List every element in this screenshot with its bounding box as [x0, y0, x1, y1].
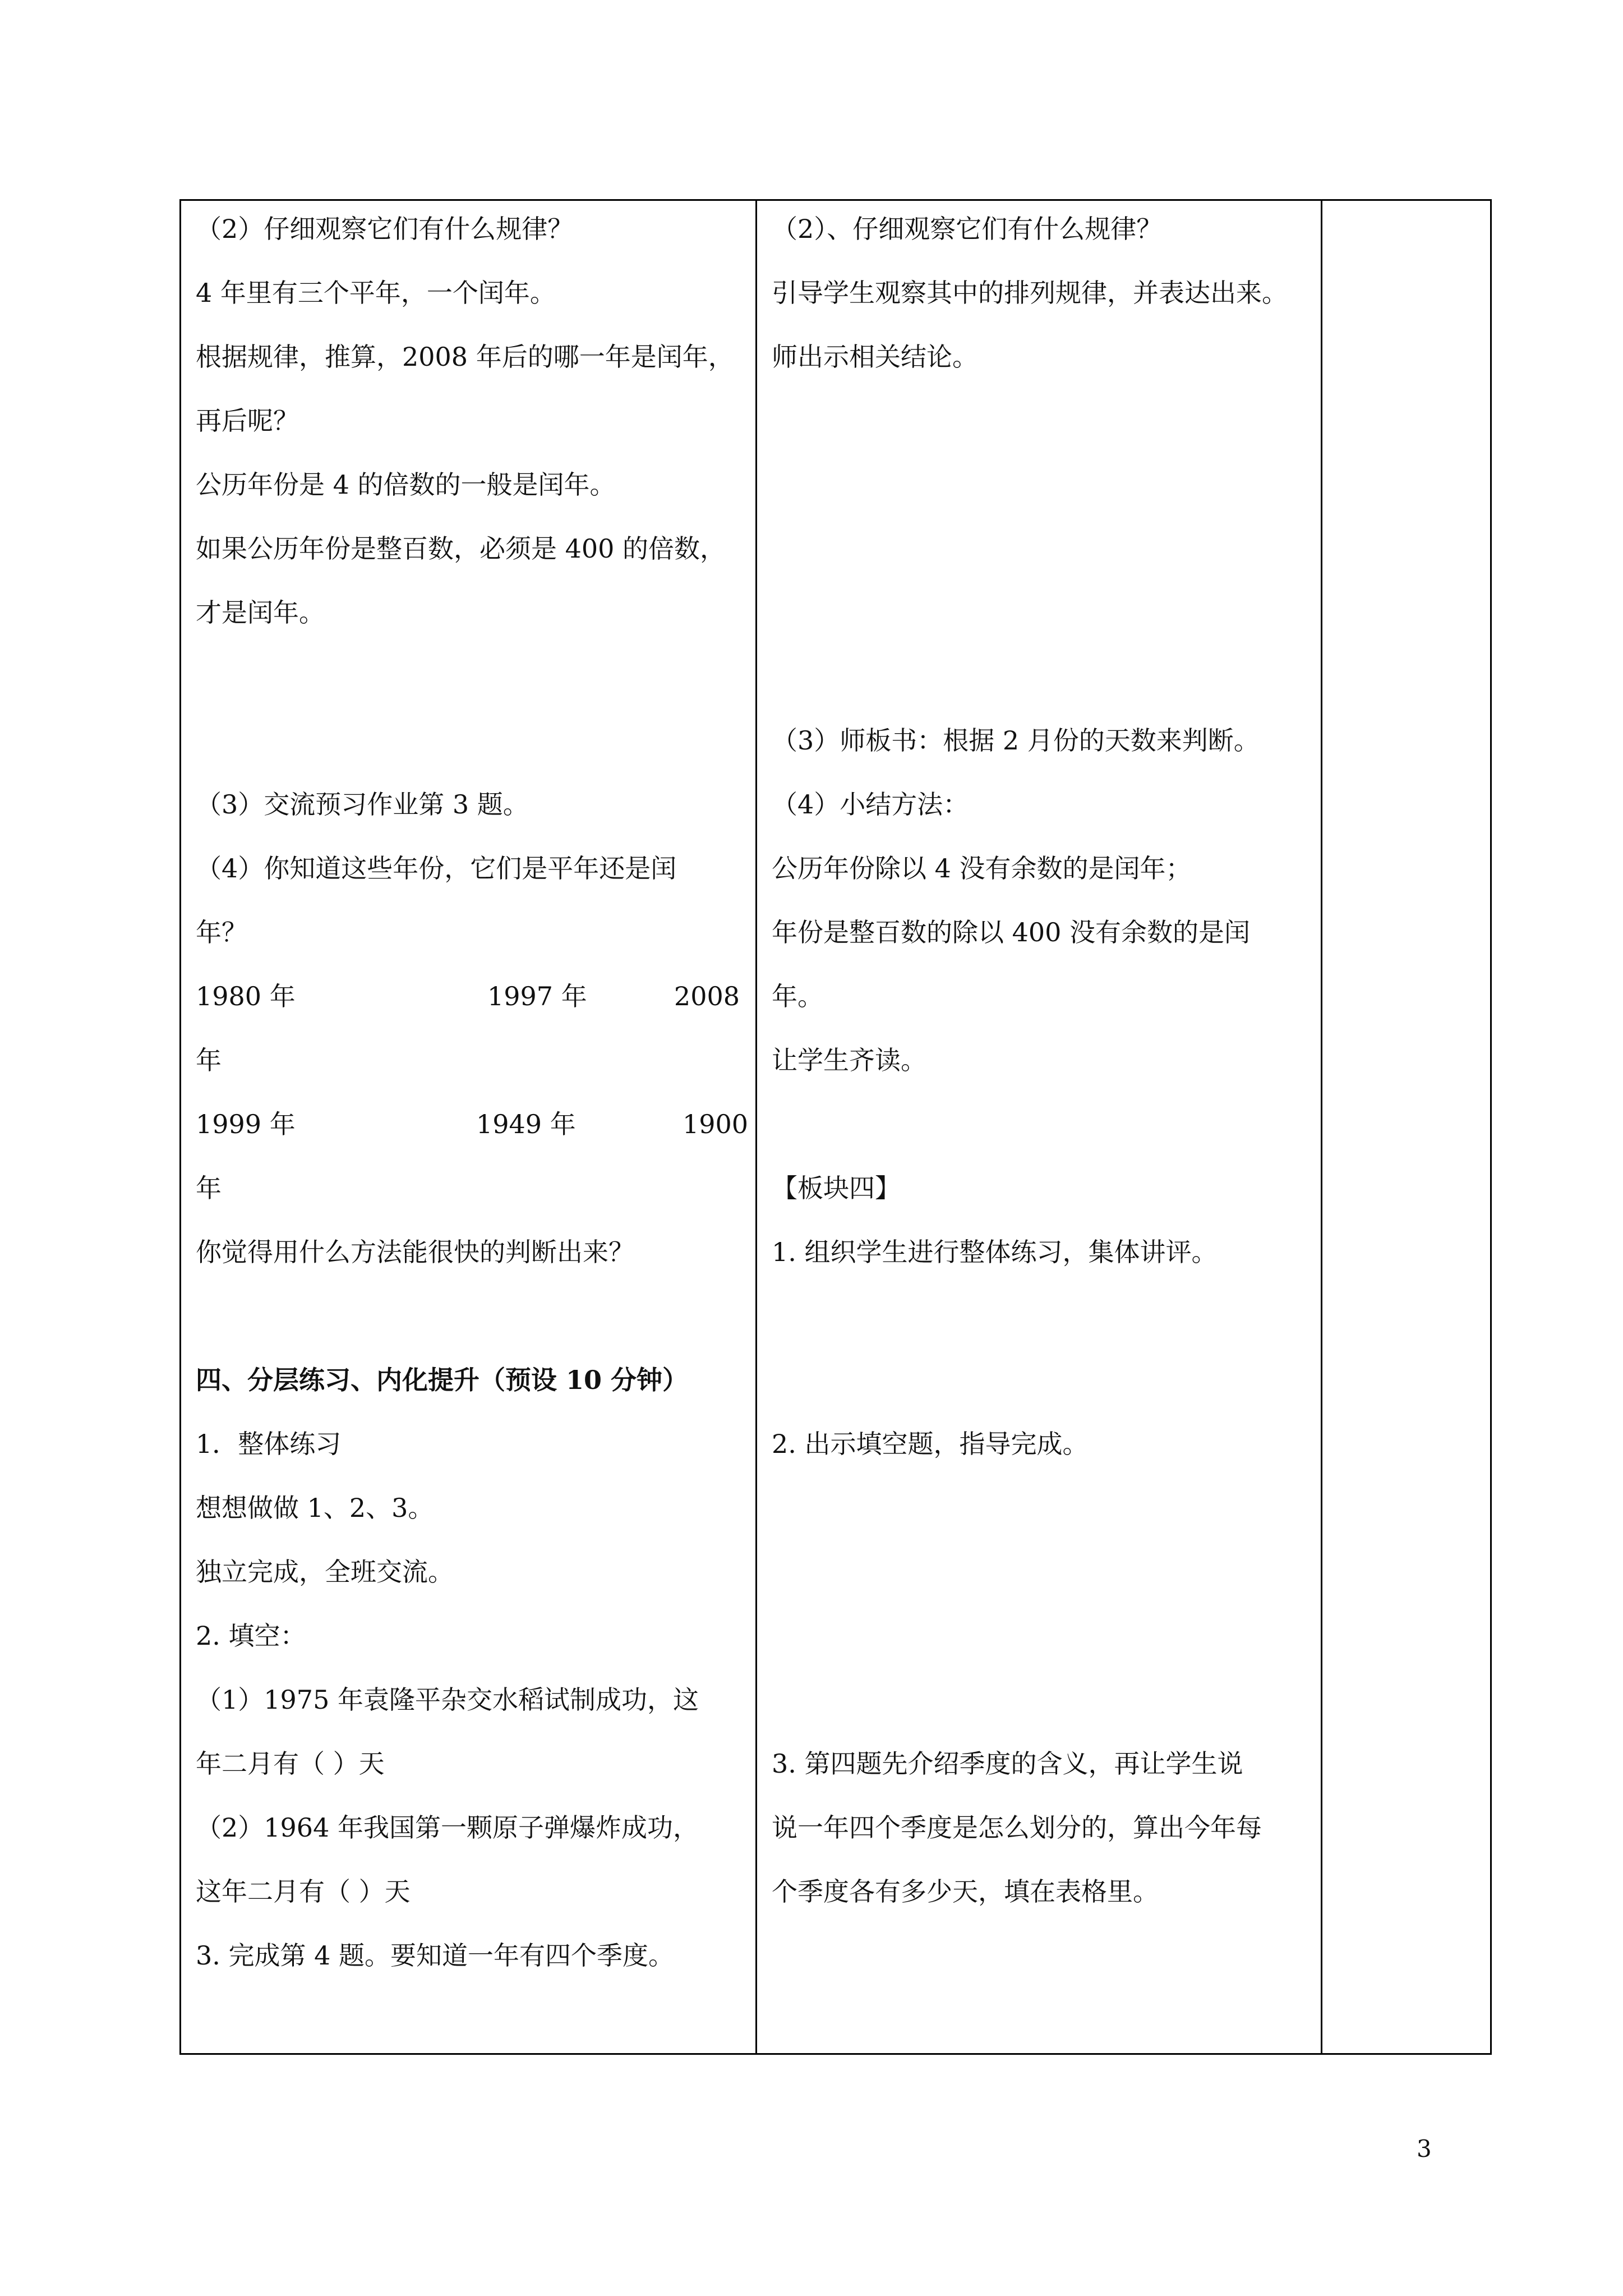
text-line: 如果公历年份是整百数，必须是 400 的倍数， — [196, 533, 726, 564]
section-label: 【板块四】 — [772, 1173, 901, 1203]
text-line: 年。 — [772, 981, 823, 1011]
student-activity-column — [181, 201, 755, 2053]
text-line: 再后呢？ — [196, 406, 299, 436]
text-line: （2）仔细观察它们有什么规律？ — [196, 214, 574, 244]
text-line: （4）小结方法： — [772, 789, 969, 820]
year-value: 1900 — [683, 1109, 749, 1139]
practice-line: 年二月有（ ）天 — [196, 1749, 385, 1779]
text-line: （3）交流预习作业第 3 题。 — [196, 789, 529, 820]
text-line: 让学生齐读。 — [772, 1045, 926, 1075]
question-line: 你觉得用什么方法能很快的判断出来？ — [196, 1237, 634, 1267]
text-line: 公历年份除以 4 没有余数的是闰年； — [772, 853, 1192, 884]
year-value: 1980 年 — [196, 981, 296, 1011]
text-line: 公历年份是 4 的倍数的一般是闰年。 — [196, 470, 616, 500]
year-wrap: 年 — [196, 1045, 222, 1075]
section-heading: 四、分层练习、内化提升（预设 10 分钟） — [196, 1365, 689, 1395]
practice-line: （1）1975 年袁隆平杂交水稻试制成功，这 — [196, 1685, 699, 1715]
lesson-plan-table — [179, 199, 1492, 2055]
practice-line: 这年二月有（ ）天 — [196, 1876, 411, 1907]
year-value: 2008 — [674, 981, 740, 1011]
text-line: 个季度各有多少天，填在表格里。 — [772, 1876, 1159, 1907]
text-line: 引导学生观察其中的排列规律，并表达出来。 — [772, 278, 1288, 308]
practice-line: 想想做做 1、2、3。 — [196, 1493, 434, 1523]
text-line: 师出示相关结论。 — [772, 342, 978, 372]
year-wrap: 年 — [196, 1173, 222, 1203]
text-line: 年？ — [196, 917, 247, 947]
practice-line: （2）1964 年我国第一颗原子弹爆炸成功， — [196, 1812, 699, 1843]
practice-line: 2. 填空： — [196, 1621, 306, 1651]
text-line: 2. 出示填空题，指导完成。 — [772, 1429, 1089, 1459]
teacher-guidance-column — [757, 201, 1321, 2053]
practice-line: 3. 完成第 4 题。要知道一年有四个季度。 — [196, 1940, 675, 1971]
text-line: 4 年里有三个平年，一个闰年。 — [196, 278, 556, 308]
practice-line: 独立完成，全班交流。 — [196, 1557, 454, 1587]
text-line: （2）、仔细观察它们有什么规律？ — [772, 214, 1163, 244]
year-value: 1949 年 — [476, 1109, 576, 1139]
year-value: 1997 年 — [487, 981, 587, 1011]
notes-column — [1322, 201, 1490, 2053]
text-line: 1. 组织学生进行整体练习，集体讲评。 — [772, 1237, 1218, 1267]
text-line: （4）你知道这些年份，它们是平年还是闰 — [196, 853, 677, 884]
text-line: 根据规律，推算，2008 年后的哪一年是闰年， — [196, 342, 734, 372]
year-value: 1999 年 — [196, 1109, 296, 1139]
text-line: 3. 第四题先介绍季度的含义，再让学生说 — [772, 1749, 1243, 1779]
text-line: 说一年四个季度是怎么划分的，算出今年每 — [772, 1812, 1262, 1843]
text-line: （3）师板书：根据 2 月份的天数来判断。 — [772, 725, 1260, 756]
practice-line: 1．整体练习 — [196, 1429, 342, 1459]
page-number: 3 — [1417, 2135, 1432, 2162]
text-line: 才是闰年。 — [196, 597, 325, 628]
text-line: 年份是整百数的除以 400 没有余数的是闰 — [772, 917, 1251, 947]
